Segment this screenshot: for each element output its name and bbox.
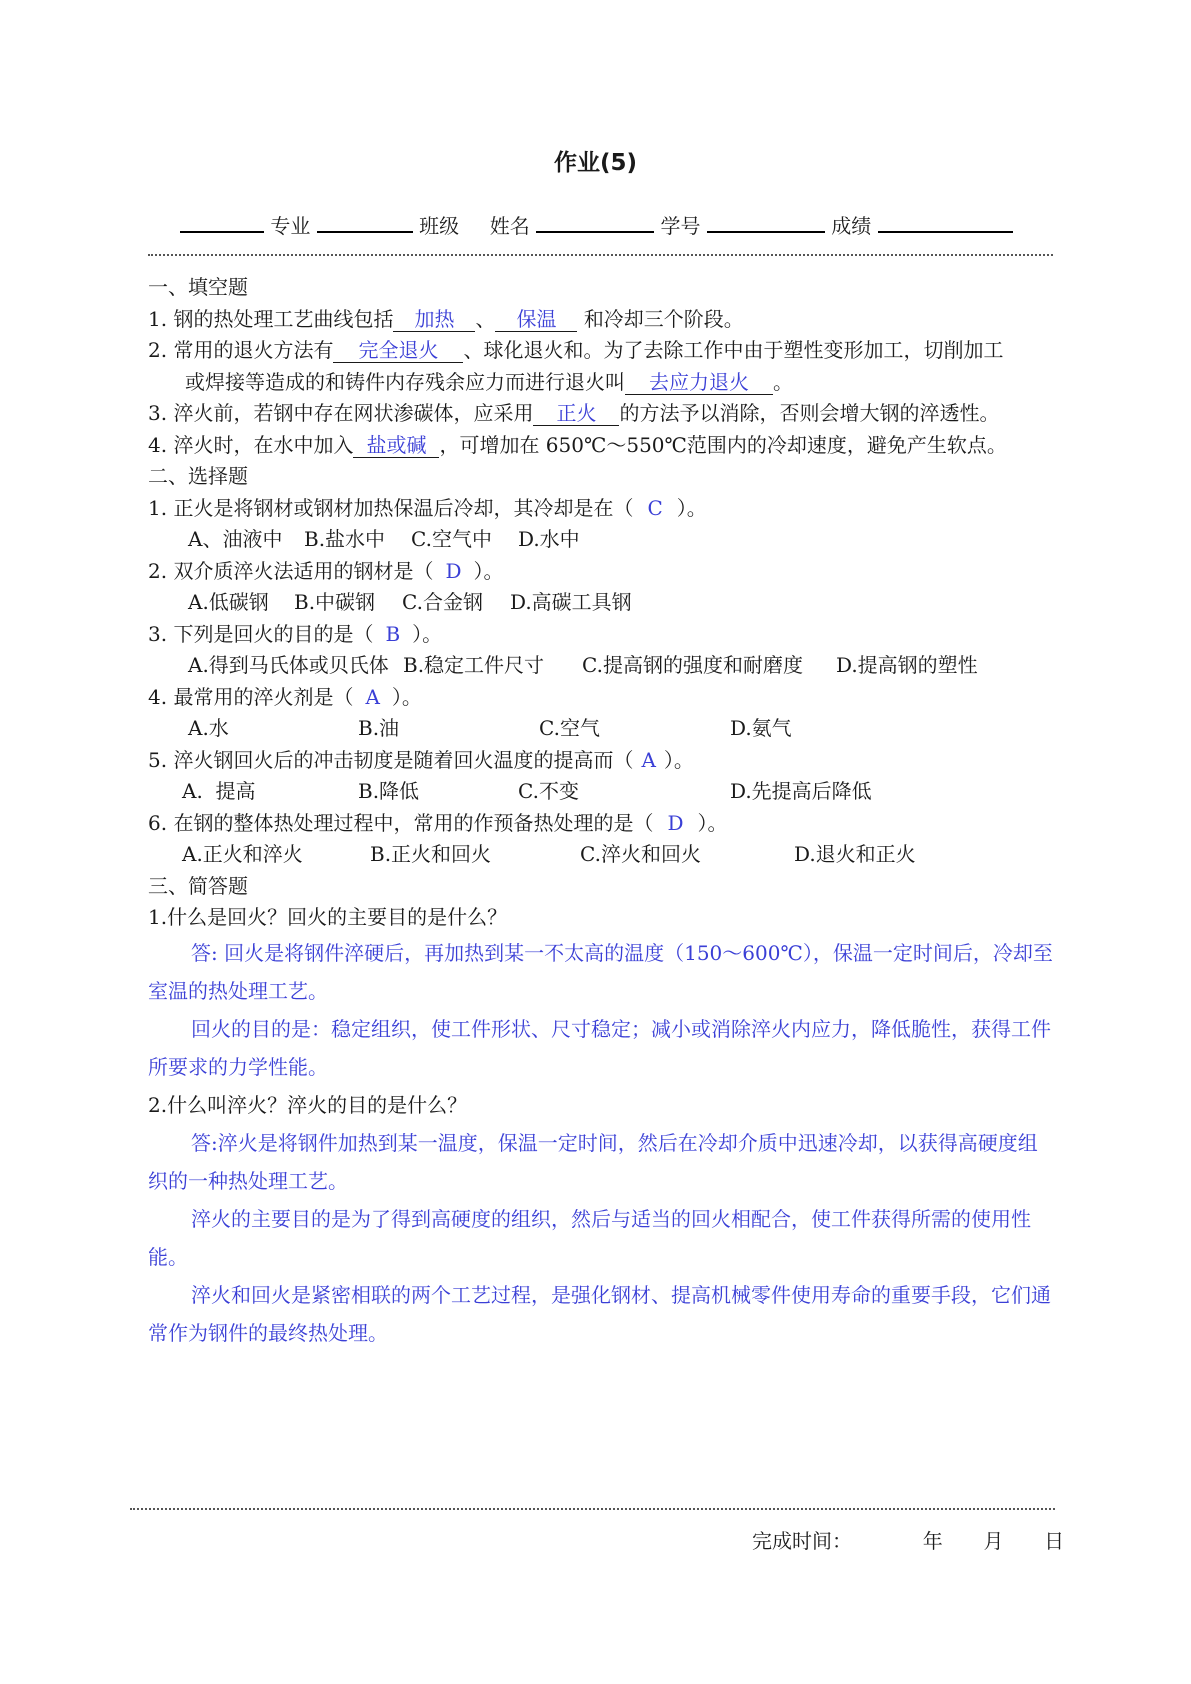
option-a: A.低碳钢 xyxy=(188,590,269,614)
option-b: B.正火和回火 xyxy=(370,842,492,866)
option-c: C.不变 xyxy=(518,779,579,803)
choice-q5: 5. 淬火钢回火后的冲击韧度是随着回火温度的提高而（ A ）。 xyxy=(148,747,694,772)
name-label: 姓名 xyxy=(489,214,530,238)
completion-time-label: 完成时间： xyxy=(752,1529,852,1553)
fill-q1-answer2: 保温 xyxy=(495,307,577,332)
option-d: D.提高钢的塑性 xyxy=(836,653,978,677)
option-b: B.中碳钢 xyxy=(294,590,376,614)
id-label: 学号 xyxy=(660,214,701,238)
content xyxy=(148,272,1053,1352)
option-b: B.盐水中 xyxy=(304,527,386,551)
choice-q4: 4. 最常用的淬火剂是（ A ）。 xyxy=(148,684,422,709)
option-a: A、油液中 xyxy=(188,527,283,551)
short-q1-answer-p1: 答: 回火是将钢件淬硬后，再加热到某一不太高的温度（150～600℃），保温一定时间后，冷却至室温的热处理工艺。 xyxy=(148,940,1053,1003)
major-label: 专业 xyxy=(270,214,311,238)
option-a: A.正火和淬火 xyxy=(182,842,303,866)
class-label: 班级 xyxy=(419,214,460,238)
score-blank[interactable] xyxy=(878,213,1013,233)
option-d: D.水中 xyxy=(518,527,580,551)
fill-q2-answer1: 完全退火 xyxy=(333,338,463,363)
fill-q1-answer1: 加热 xyxy=(393,307,475,332)
choice-q1-options xyxy=(148,524,1053,556)
option-b: B.稳定工件尺寸 xyxy=(403,653,545,677)
fill-q4: 4. 淬火时，在水中加入 盐或碱 ，可增加在 650℃～550℃范围内的冷却速度，避免产生软点。 xyxy=(148,432,1007,457)
month-label: 月 xyxy=(983,1529,1004,1553)
score-label: 成绩 xyxy=(831,214,872,238)
choice-q3-answer: B xyxy=(385,621,401,646)
option-d: D.先提高后降低 xyxy=(730,779,872,803)
fill-q1: 1. 钢的热处理工艺曲线包括 加热 、 保温 和冷却三个阶段。 xyxy=(148,306,744,331)
option-c: C.提高钢的强度和耐磨度 xyxy=(582,653,803,677)
option-a: A.水 xyxy=(188,716,229,740)
fill-q3-answer: 正火 xyxy=(533,401,619,426)
choice-q3-options xyxy=(148,650,1053,682)
fill-q4-answer: 盐或碱 xyxy=(353,433,439,458)
choice-q3: 3. 下列是回火的目的是（ B ）。 xyxy=(148,621,443,646)
major-blank[interactable] xyxy=(180,213,264,233)
fill-q2-line2: 或焊接等造成的和铸件内存残余应力而进行退火叫 去应力退火 。 xyxy=(185,369,793,394)
short-q2-answer-p2: 淬火的主要目的是为了得到高硬度的组织，然后与适当的回火相配合，使工件获得所需的使用性能。 xyxy=(148,1206,1031,1269)
option-c: C.合金钢 xyxy=(402,590,483,614)
choice-q1-answer: C xyxy=(647,495,663,520)
fill-q2-line1: 2. 常用的退火方法有 完全退火 、球化退火和。为了去除工作中由于塑性变形加工，切削加工 xyxy=(148,338,1004,362)
choice-q6-options xyxy=(148,839,1053,871)
student-info-row xyxy=(180,210,1020,239)
choice-q5-answer: A xyxy=(641,747,656,772)
option-b: B.油 xyxy=(358,716,400,740)
section3-heading: 三、简答题 xyxy=(148,873,248,898)
choice-q2-options xyxy=(148,587,1053,619)
short-q2-answer-p1: 答:淬火是将钢件加热到某一温度，保温一定时间，然后在冷却介质中迅速冷却，以获得高硬度组织的一种热处理工艺。 xyxy=(148,1130,1038,1193)
bottom-divider xyxy=(130,1508,1055,1510)
short-q1-answer-p2: 回火的目的是：稳定组织，使工件形状、尺寸稳定；减小或消除淬火内应力，降低脆性，获得工件所要求的力学性能。 xyxy=(148,1016,1051,1079)
choice-q5-options xyxy=(148,776,1053,808)
fill-q3: 3. 淬火前，若钢中存在网状渗碳体，应采用 正火 的方法予以消除，否则会增大钢的淬透性。 xyxy=(148,401,1000,425)
option-b: B.降低 xyxy=(358,779,420,803)
year-label: 年 xyxy=(922,1529,943,1553)
section2-heading: 二、选择题 xyxy=(148,464,248,488)
choice-q1: 1. 正火是将钢材或钢材加热保温后冷却，其冷却是在（ C ）。 xyxy=(148,495,707,520)
option-d: D.高碳工具钢 xyxy=(510,590,632,614)
top-divider xyxy=(148,254,1053,256)
short-q2-answer-p3: 淬火和回火是紧密相联的两个工艺过程，是强化钢材、提高机械零件使用寿命的重要手段，它们通常作为钢件的最终热处理。 xyxy=(148,1282,1051,1345)
option-c: C.空气中 xyxy=(411,527,492,551)
choice-q4-options xyxy=(148,713,1053,745)
option-d: D.退火和正火 xyxy=(794,842,916,866)
page-title: 作业(5) xyxy=(553,150,638,176)
option-a: A. 提高 xyxy=(182,779,256,803)
option-d: D.氨气 xyxy=(730,716,792,740)
name-blank[interactable] xyxy=(536,213,654,233)
short-q2-question: 2.什么叫淬火？淬火的目的是什么？ xyxy=(148,1092,468,1117)
fill-q2-answer2: 去应力退火 xyxy=(625,370,773,395)
class-blank[interactable] xyxy=(317,213,413,233)
day-label: 日 xyxy=(1044,1529,1065,1553)
choice-q2: 2. 双介质淬火法适用的钢材是（ D ）。 xyxy=(148,558,504,583)
option-c: C.淬火和回火 xyxy=(580,842,701,866)
choice-q6: 6. 在钢的整体热处理过程中，常用的作预备热处理的是（ D ）。 xyxy=(148,810,728,835)
choice-q2-answer: D xyxy=(445,558,462,583)
completion-time xyxy=(752,1525,1064,1554)
id-blank[interactable] xyxy=(707,213,825,233)
option-a: A.得到马氏体或贝氏体 xyxy=(188,653,389,677)
option-c: C.空气 xyxy=(539,716,600,740)
choice-q4-answer: A xyxy=(365,684,380,709)
choice-q6-answer: D xyxy=(667,810,684,835)
section1-heading: 一、填空题 xyxy=(148,275,248,299)
short-q1-question: 1.什么是回火？回火的主要目的是什么？ xyxy=(148,905,508,929)
